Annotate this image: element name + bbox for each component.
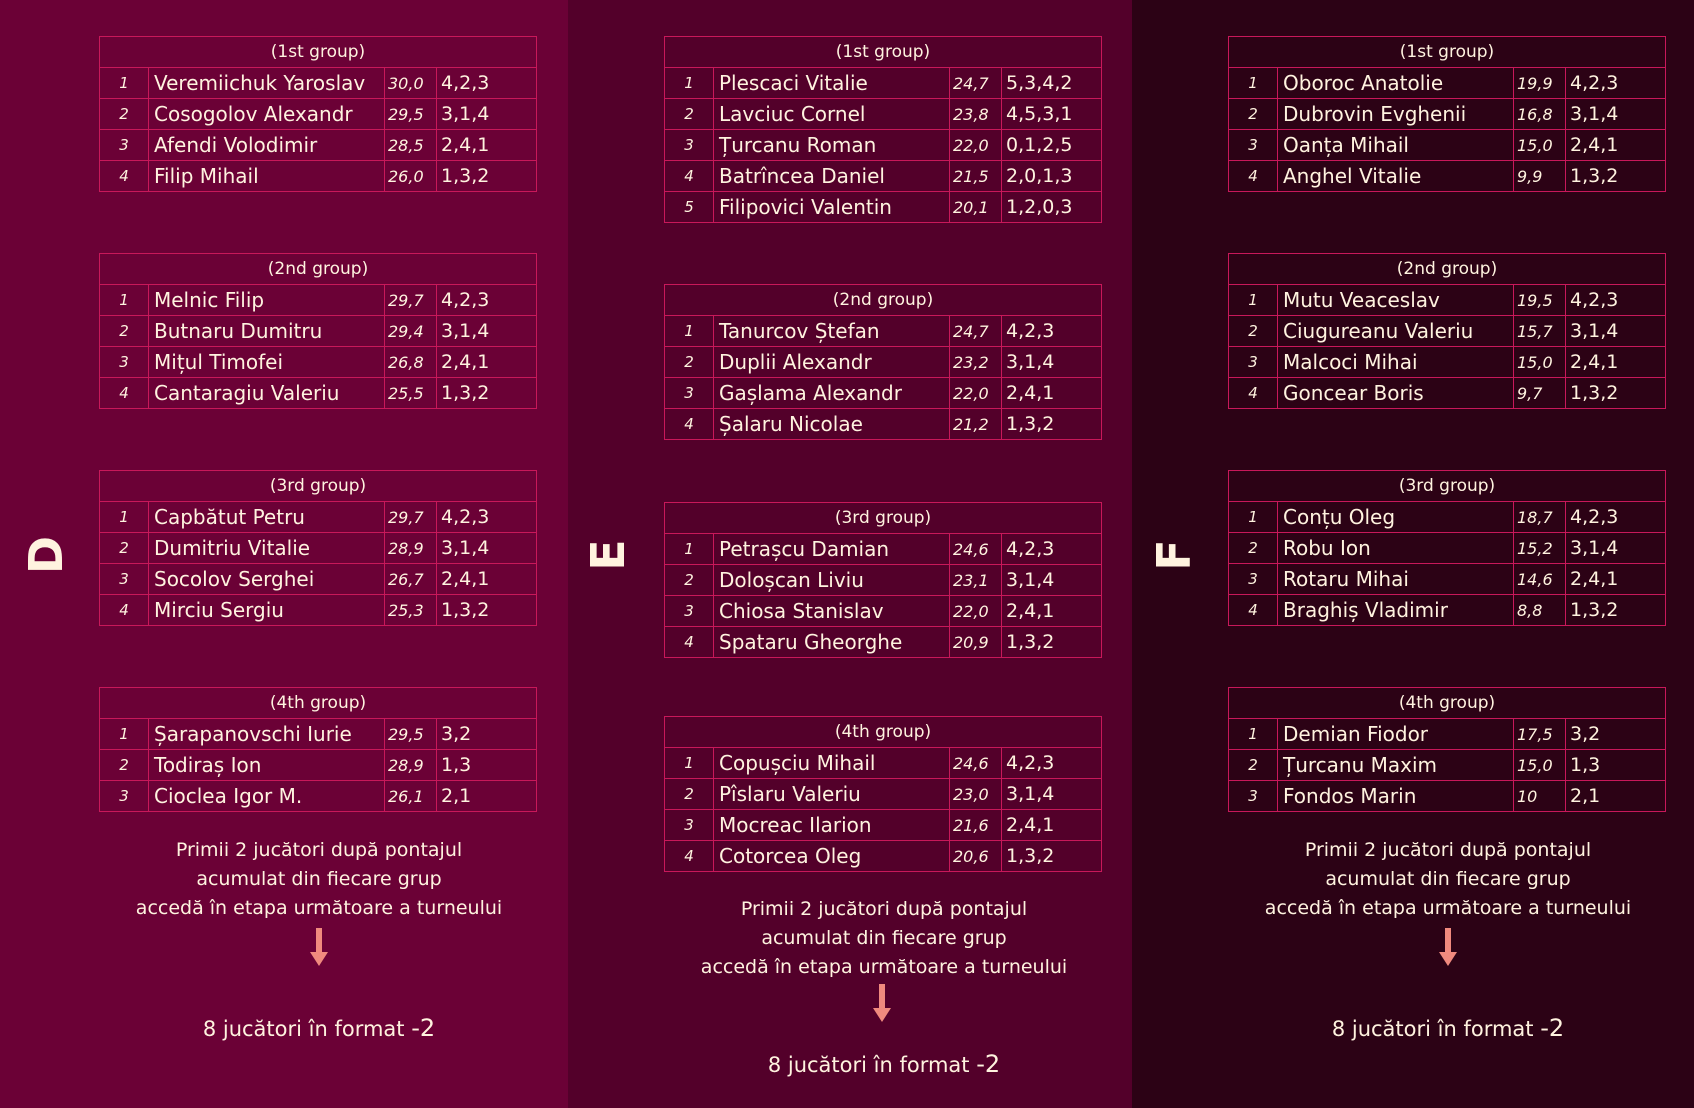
table-row — [665, 192, 1102, 223]
player-ranking: 1,3,2 — [1566, 161, 1666, 192]
table-row — [100, 595, 537, 626]
player-score: 29,4 — [385, 316, 437, 347]
table-row — [665, 347, 1102, 378]
player-ranking: 2,4,1 — [1566, 130, 1666, 161]
player-ranking: 3,1,4 — [1566, 99, 1666, 130]
table-row — [1229, 161, 1666, 192]
table-row — [665, 810, 1102, 841]
player-score: 28,5 — [385, 130, 437, 161]
group-header: (3rd group) — [100, 471, 537, 502]
player-ranking: 4,2,3 — [1566, 502, 1666, 533]
table-row — [100, 130, 537, 161]
player-number: 1 — [1229, 285, 1278, 316]
player-name: Mirciu Sergiu — [149, 595, 385, 626]
table-row — [100, 719, 537, 750]
player-number: 2 — [1229, 533, 1278, 564]
player-score: 29,5 — [385, 99, 437, 130]
player-score: 25,5 — [385, 378, 437, 409]
player-number: 3 — [1229, 564, 1278, 595]
player-name: Mocreac Ilarion — [714, 810, 950, 841]
player-number: 2 — [1229, 316, 1278, 347]
table-row — [1229, 564, 1666, 595]
group-header: (2nd group) — [100, 254, 537, 285]
player-name: Melnic Filip — [149, 285, 385, 316]
player-name: Dubrovin Evghenii — [1278, 99, 1514, 130]
player-number: 2 — [100, 533, 149, 564]
group-table — [664, 502, 1102, 658]
player-number: 4 — [100, 378, 149, 409]
group-table — [99, 253, 537, 409]
column-e — [568, 0, 1132, 1108]
player-number: 3 — [100, 347, 149, 378]
player-name: Anghel Vitalie — [1278, 161, 1514, 192]
table-row — [665, 316, 1102, 347]
player-name: Pîslaru Valeriu — [714, 779, 950, 810]
table-row — [665, 627, 1102, 658]
arrow-down-icon — [310, 928, 328, 968]
player-number: 4 — [665, 627, 714, 658]
player-number: 4 — [100, 595, 149, 626]
player-score: 18,7 — [1514, 502, 1566, 533]
group-header: (1st group) — [665, 37, 1102, 68]
player-ranking: 2,4,1 — [437, 347, 537, 378]
player-number: 1 — [100, 719, 149, 750]
player-score: 26,0 — [385, 161, 437, 192]
player-number: 1 — [665, 534, 714, 565]
player-name: Șarapanovschi Iurie — [149, 719, 385, 750]
player-name: Socolov Serghei — [149, 564, 385, 595]
player-name: Afendi Volodimir — [149, 130, 385, 161]
player-number: 3 — [100, 781, 149, 812]
player-ranking: 3,1,4 — [1002, 565, 1102, 596]
player-score: 26,8 — [385, 347, 437, 378]
group-table — [99, 36, 537, 192]
player-number: 3 — [665, 596, 714, 627]
player-name: Chiosa Stanislav — [714, 596, 950, 627]
player-number: 4 — [1229, 161, 1278, 192]
table-row — [100, 161, 537, 192]
player-number: 4 — [665, 161, 714, 192]
player-ranking: 3,1,4 — [437, 99, 537, 130]
player-number: 3 — [665, 378, 714, 409]
player-ranking: 2,4,1 — [437, 130, 537, 161]
table-row — [665, 99, 1102, 130]
table-row — [1229, 595, 1666, 626]
player-number: 2 — [665, 347, 714, 378]
player-ranking: 2,4,1 — [1002, 378, 1102, 409]
player-ranking: 5,3,4,2 — [1002, 68, 1102, 99]
player-score: 19,9 — [1514, 68, 1566, 99]
player-name: Oanța Mihail — [1278, 130, 1514, 161]
player-number: 4 — [1229, 595, 1278, 626]
player-score: 23,2 — [950, 347, 1002, 378]
player-ranking: 3,1,4 — [437, 533, 537, 564]
group-header: (4th group) — [1229, 688, 1666, 719]
player-score: 22,0 — [950, 596, 1002, 627]
qualification-note: Primii 2 jucători după pontajul acumulat din fiecare grup accedă în etapa următoare a turneului — [700, 898, 1068, 978]
column-letter-d: D — [19, 535, 73, 575]
player-ranking: 2,4,1 — [437, 564, 537, 595]
player-ranking: 3,2 — [1566, 719, 1666, 750]
player-score: 26,1 — [385, 781, 437, 812]
player-score: 20,9 — [950, 627, 1002, 658]
player-score: 16,8 — [1514, 99, 1566, 130]
player-number: 1 — [665, 316, 714, 347]
player-number: 5 — [665, 192, 714, 223]
player-score: 24,6 — [950, 748, 1002, 779]
player-number: 3 — [100, 130, 149, 161]
arrow-down-icon — [873, 984, 891, 1024]
table-row — [1229, 68, 1666, 99]
group-table — [664, 716, 1102, 872]
player-number: 1 — [1229, 719, 1278, 750]
player-ranking: 3,1,4 — [1566, 533, 1666, 564]
group-table — [99, 687, 537, 812]
table-row — [100, 781, 537, 812]
player-score: 22,0 — [950, 130, 1002, 161]
player-score: 9,7 — [1514, 378, 1566, 409]
format-label: 8 jucători în format -2 — [1331, 1014, 1565, 1042]
player-number: 4 — [1229, 378, 1278, 409]
table-row — [1229, 347, 1666, 378]
group-header: (2nd group) — [665, 285, 1102, 316]
table-row — [1229, 719, 1666, 750]
group-header: (1st group) — [100, 37, 537, 68]
table-row — [100, 378, 537, 409]
player-ranking: 2,4,1 — [1566, 564, 1666, 595]
table-row — [1229, 130, 1666, 161]
player-score: 21,2 — [950, 409, 1002, 440]
player-score: 20,1 — [950, 192, 1002, 223]
table-row — [1229, 99, 1666, 130]
player-ranking: 4,5,3,1 — [1002, 99, 1102, 130]
player-number: 3 — [1229, 130, 1278, 161]
player-number: 3 — [665, 810, 714, 841]
player-name: Copușciu Mihail — [714, 748, 950, 779]
table-row — [665, 596, 1102, 627]
table-row — [100, 316, 537, 347]
column-f — [1132, 0, 1694, 1108]
player-name: Oboroc Anatolie — [1278, 68, 1514, 99]
player-name: Todiraș Ion — [149, 750, 385, 781]
player-name: Robu Ion — [1278, 533, 1514, 564]
table-row — [1229, 533, 1666, 564]
player-number: 4 — [665, 409, 714, 440]
player-ranking: 1,3,2 — [1566, 378, 1666, 409]
table-row — [100, 533, 537, 564]
player-score: 29,7 — [385, 502, 437, 533]
player-name: Petrașcu Damian — [714, 534, 950, 565]
table-row — [100, 285, 537, 316]
player-name: Mutu Veaceslav — [1278, 285, 1514, 316]
qualification-note: Primii 2 jucători după pontajul acumulat din fiecare grup accedă în etapa următoare a turneului — [1264, 839, 1632, 919]
player-number: 3 — [665, 130, 714, 161]
player-number: 2 — [100, 316, 149, 347]
player-name: Gașlama Alexandr — [714, 378, 950, 409]
player-number: 2 — [665, 565, 714, 596]
player-number: 2 — [100, 99, 149, 130]
player-ranking: 4,2,3 — [1002, 748, 1102, 779]
player-number: 4 — [665, 841, 714, 872]
player-score: 8,8 — [1514, 595, 1566, 626]
player-number: 1 — [100, 68, 149, 99]
player-score: 29,7 — [385, 285, 437, 316]
player-ranking: 1,3,2 — [437, 595, 537, 626]
group-table — [664, 36, 1102, 223]
player-score: 23,0 — [950, 779, 1002, 810]
player-number: 1 — [1229, 68, 1278, 99]
player-name: Conțu Oleg — [1278, 502, 1514, 533]
player-score: 23,1 — [950, 565, 1002, 596]
table-row — [665, 409, 1102, 440]
player-ranking: 2,1 — [437, 781, 537, 812]
player-ranking: 2,4,1 — [1002, 596, 1102, 627]
player-ranking: 4,2,3 — [1002, 316, 1102, 347]
table-row — [665, 841, 1102, 872]
player-name: Filipovici Valentin — [714, 192, 950, 223]
player-ranking: 1,3,2 — [1002, 841, 1102, 872]
table-row — [665, 161, 1102, 192]
player-score: 21,5 — [950, 161, 1002, 192]
player-ranking: 1,2,0,3 — [1002, 192, 1102, 223]
player-ranking: 3,1,4 — [437, 316, 537, 347]
table-row — [665, 130, 1102, 161]
player-ranking: 2,1 — [1566, 781, 1666, 812]
table-row — [100, 347, 537, 378]
table-row — [665, 779, 1102, 810]
player-number: 2 — [1229, 99, 1278, 130]
player-ranking: 4,2,3 — [1566, 68, 1666, 99]
qualification-note: Primii 2 jucători după pontajul acumulat din fiecare grup accedă în etapa următoare a turneului — [135, 839, 503, 919]
player-score: 28,9 — [385, 750, 437, 781]
table-row — [665, 68, 1102, 99]
player-name: Cioclea Igor M. — [149, 781, 385, 812]
player-ranking: 1,3 — [1566, 750, 1666, 781]
column-d — [0, 0, 568, 1108]
table-row — [100, 68, 537, 99]
player-name: Filip Mihail — [149, 161, 385, 192]
player-number: 1 — [100, 502, 149, 533]
player-name: Goncear Boris — [1278, 378, 1514, 409]
table-row — [100, 502, 537, 533]
player-score: 29,5 — [385, 719, 437, 750]
group-header: (1st group) — [1229, 37, 1666, 68]
group-table — [99, 470, 537, 626]
format-label: 8 jucători în format -2 — [202, 1014, 436, 1042]
format-label: 8 jucători în format -2 — [767, 1050, 1001, 1078]
player-name: Cantaragiu Valeriu — [149, 378, 385, 409]
player-score: 21,6 — [950, 810, 1002, 841]
player-score: 24,7 — [950, 316, 1002, 347]
player-score: 15,7 — [1514, 316, 1566, 347]
player-number: 2 — [665, 99, 714, 130]
player-score: 22,0 — [950, 378, 1002, 409]
player-number: 3 — [1229, 347, 1278, 378]
table-row — [100, 564, 537, 595]
player-name: Cosogolov Alexandr — [149, 99, 385, 130]
player-ranking: 2,4,1 — [1002, 810, 1102, 841]
player-score: 15,0 — [1514, 750, 1566, 781]
player-ranking: 1,3,2 — [1002, 409, 1102, 440]
player-score: 24,7 — [950, 68, 1002, 99]
table-row — [1229, 316, 1666, 347]
group-table — [664, 284, 1102, 440]
group-table — [1228, 687, 1666, 812]
group-header: (4th group) — [100, 688, 537, 719]
player-ranking: 1,3 — [437, 750, 537, 781]
table-row — [1229, 750, 1666, 781]
player-name: Plescaci Vitalie — [714, 68, 950, 99]
group-table — [1228, 36, 1666, 192]
player-score: 25,3 — [385, 595, 437, 626]
player-ranking: 4,2,3 — [437, 285, 537, 316]
player-ranking: 1,3,2 — [1566, 595, 1666, 626]
table-row — [1229, 502, 1666, 533]
player-name: Țurcanu Maxim — [1278, 750, 1514, 781]
table-row — [1229, 285, 1666, 316]
column-letter-f: F — [1147, 539, 1201, 571]
group-header: (2nd group) — [1229, 254, 1666, 285]
player-ranking: 1,3,2 — [437, 378, 537, 409]
player-score: 26,7 — [385, 564, 437, 595]
player-name: Ciugureanu Valeriu — [1278, 316, 1514, 347]
group-header: (3rd group) — [665, 503, 1102, 534]
player-ranking: 2,4,1 — [1566, 347, 1666, 378]
group-table — [1228, 470, 1666, 626]
player-name: Țurcanu Roman — [714, 130, 950, 161]
table-row — [100, 99, 537, 130]
player-score: 20,6 — [950, 841, 1002, 872]
group-table — [1228, 253, 1666, 409]
player-name: Dumitriu Vitalie — [149, 533, 385, 564]
player-name: Demian Fiodor — [1278, 719, 1514, 750]
player-name: Butnaru Dumitru — [149, 316, 385, 347]
player-number: 4 — [100, 161, 149, 192]
table-row — [665, 565, 1102, 596]
player-ranking: 4,2,3 — [1566, 285, 1666, 316]
player-score: 17,5 — [1514, 719, 1566, 750]
table-row — [1229, 781, 1666, 812]
player-score: 15,0 — [1514, 347, 1566, 378]
player-number: 1 — [665, 68, 714, 99]
player-score: 15,0 — [1514, 130, 1566, 161]
column-letter-e: E — [581, 539, 635, 571]
player-score: 28,9 — [385, 533, 437, 564]
player-ranking: 2,0,1,3 — [1002, 161, 1102, 192]
player-number: 2 — [665, 779, 714, 810]
player-name: Veremiichuk Yaroslav — [149, 68, 385, 99]
player-name: Șalaru Nicolae — [714, 409, 950, 440]
table-row — [1229, 378, 1666, 409]
table-row — [665, 534, 1102, 565]
player-name: Cotorcea Oleg — [714, 841, 950, 872]
player-name: Fondos Marin — [1278, 781, 1514, 812]
player-name: Batrîncea Daniel — [714, 161, 950, 192]
player-score: 15,2 — [1514, 533, 1566, 564]
player-ranking: 3,1,4 — [1002, 347, 1102, 378]
player-number: 2 — [100, 750, 149, 781]
group-header: (4th group) — [665, 717, 1102, 748]
player-number: 3 — [100, 564, 149, 595]
player-name: Spataru Gheorghe — [714, 627, 950, 658]
player-score: 24,6 — [950, 534, 1002, 565]
player-number: 1 — [1229, 502, 1278, 533]
player-name: Rotaru Mihai — [1278, 564, 1514, 595]
player-number: 3 — [1229, 781, 1278, 812]
player-ranking: 4,2,3 — [437, 68, 537, 99]
player-score: 14,6 — [1514, 564, 1566, 595]
player-ranking: 3,2 — [437, 719, 537, 750]
player-number: 2 — [1229, 750, 1278, 781]
player-name: Tanurcov Ștefan — [714, 316, 950, 347]
player-score: 19,5 — [1514, 285, 1566, 316]
group-header: (3rd group) — [1229, 471, 1666, 502]
player-ranking: 4,2,3 — [437, 502, 537, 533]
player-ranking: 4,2,3 — [1002, 534, 1102, 565]
arrow-down-icon — [1439, 928, 1457, 968]
player-name: Capbătut Petru — [149, 502, 385, 533]
player-ranking: 0,1,2,5 — [1002, 130, 1102, 161]
table-row — [665, 748, 1102, 779]
player-name: Braghiș Vladimir — [1278, 595, 1514, 626]
player-ranking: 1,3,2 — [1002, 627, 1102, 658]
player-score: 30,0 — [385, 68, 437, 99]
player-score: 10 — [1514, 781, 1566, 812]
player-number: 1 — [665, 748, 714, 779]
player-name: Mițul Timofei — [149, 347, 385, 378]
table-row — [665, 378, 1102, 409]
player-name: Duplii Alexandr — [714, 347, 950, 378]
player-score: 9,9 — [1514, 161, 1566, 192]
player-number: 1 — [100, 285, 149, 316]
player-name: Doloșcan Liviu — [714, 565, 950, 596]
player-name: Lavciuc Cornel — [714, 99, 950, 130]
player-name: Malcoci Mihai — [1278, 347, 1514, 378]
player-ranking: 3,1,4 — [1002, 779, 1102, 810]
player-score: 23,8 — [950, 99, 1002, 130]
table-row — [100, 750, 537, 781]
player-ranking: 1,3,2 — [437, 161, 537, 192]
player-ranking: 3,1,4 — [1566, 316, 1666, 347]
